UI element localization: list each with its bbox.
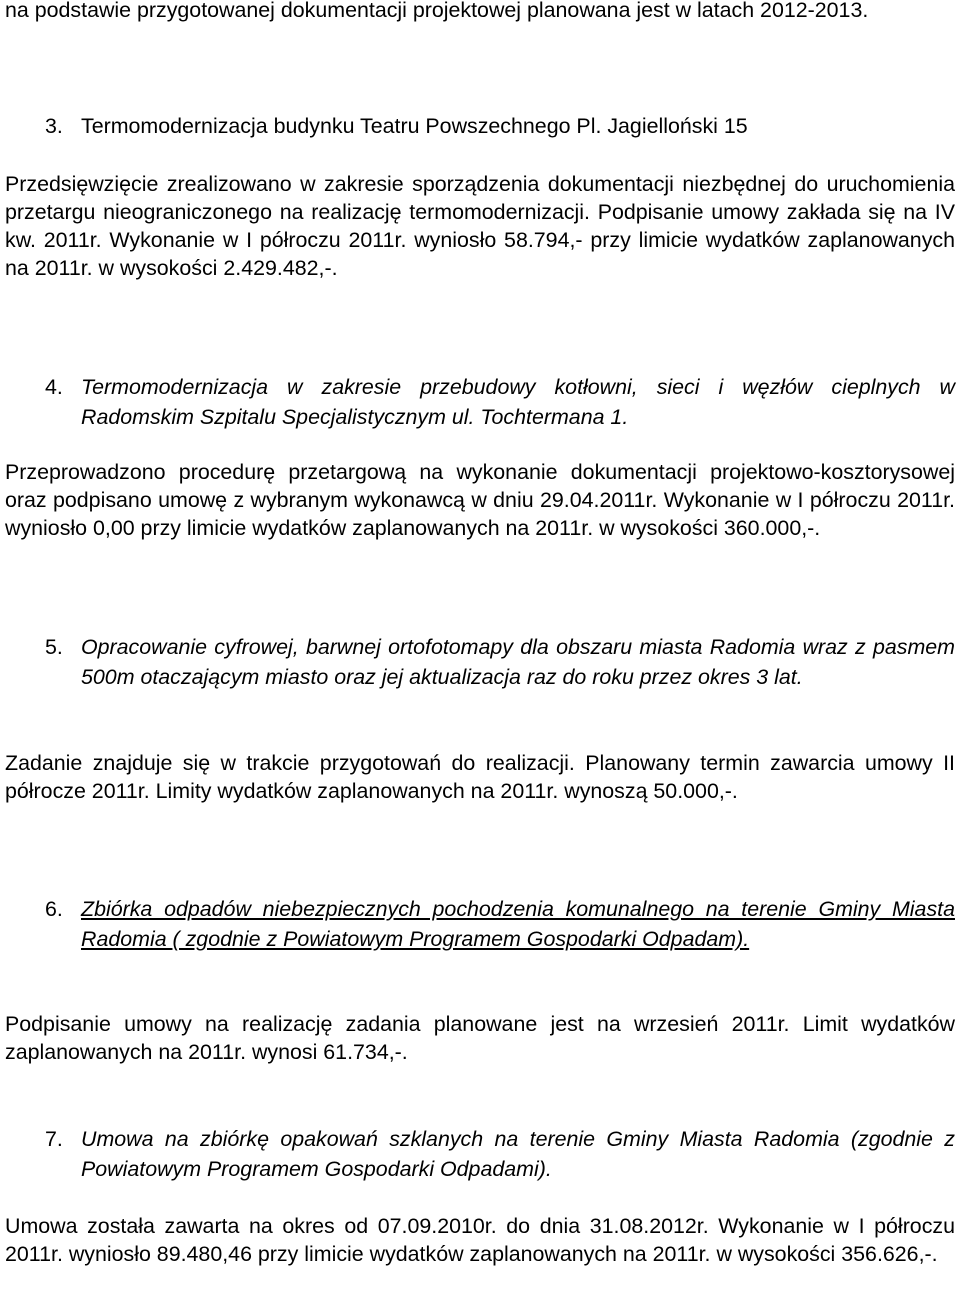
section-6-body: Podpisanie umowy na realizację zadania planowane jest na wrzesień 2011r. Limit wydatków zaplanowanych na 2011r. wynosi 61.734,-.: [5, 1012, 955, 1064]
section-7-body: Umowa została zawarta na okres od 07.09.2010r. do dnia 31.08.2012r. Wykonanie w I półroczu 2011r. wyniosło 89.480,46 przy limicie wydatków zaplanowanych na 2011r. w wysokości 356.626,-.: [5, 1214, 955, 1266]
section-6-title: Zbiórka odpadów niebezpiecznych pochodzenia komunalnego na terenie Gminy Miasta Radomia ( zgodnie z Powiatowym Programem Gospodarki Odpadam).: [81, 897, 955, 951]
intro-paragraph: na podstawie przygotowanej dokumentacji projektowej planowana jest w latach 2012-2013.: [5, 0, 869, 22]
section-3-body: Przedsięwzięcie zrealizowano w zakresie sporządzenia dokumentacji niezbędnej do uruchomienia przetargu nieograniczonego na realizację termomodernizacji. Podpisanie umowy zakłada się na IV kw. 2011r. Wykonanie w I półroczu 2011r. wyniosło 58.794,- przy limicie wydatków zaplanowanych na 2011r. w wysokości 2.429.482,-.: [5, 172, 955, 280]
section-7-number: 7.: [45, 1127, 63, 1151]
section-3-heading: [45, 111, 955, 141]
section-4-number: 4.: [45, 375, 63, 399]
section-4-title: Termomodernizacja w zakresie przebudowy kotłowni, sieci i węzłów cieplnych w Radomskim Szpitalu Specjalistycznym ul. Tochtermana 1.: [81, 375, 955, 429]
section-3-title: Termomodernizacja budynku Teatru Powszechnego Pl. Jagielloński 15: [81, 114, 748, 138]
section-5-heading: [45, 632, 955, 692]
section-6-heading: [45, 894, 955, 954]
section-4-body: Przeprowadzono procedurę przetargową na wykonanie dokumentacji projektowo-kosztorysowej oraz podpisano umowę z wybranym wykonawcą w dniu 29.04.2011r. Wykonanie w I półroczu 2011r. wyniosło 0,00 przy limicie wydatków zaplanowanych na 2011r. w wysokości 360.000,-.: [5, 460, 955, 540]
section-7-heading: [45, 1124, 955, 1184]
section-4-heading: [45, 372, 955, 432]
section-6-number: 6.: [45, 897, 63, 921]
section-3-number: 3.: [45, 114, 63, 138]
section-5-number: 5.: [45, 635, 63, 659]
section-7-title: Umowa na zbiórkę opakowań szklanych na terenie Gminy Miasta Radomia (zgodnie z Powiatowym Programem Gospodarki Odpadami).: [81, 1127, 955, 1181]
section-5-title: Opracowanie cyfrowej, barwnej ortofotomapy dla obszaru miasta Radomia wraz z pasmem 500m otaczającym miasto oraz jej aktualizacja raz do roku przez okres 3 lat.: [81, 635, 955, 689]
section-5-body: Zadanie znajduje się w trakcie przygotowań do realizacji. Planowany termin zawarcia umowy II półrocze 2011r. Limity wydatków zaplanowanych na 2011r. wynoszą 50.000,-.: [5, 751, 955, 803]
